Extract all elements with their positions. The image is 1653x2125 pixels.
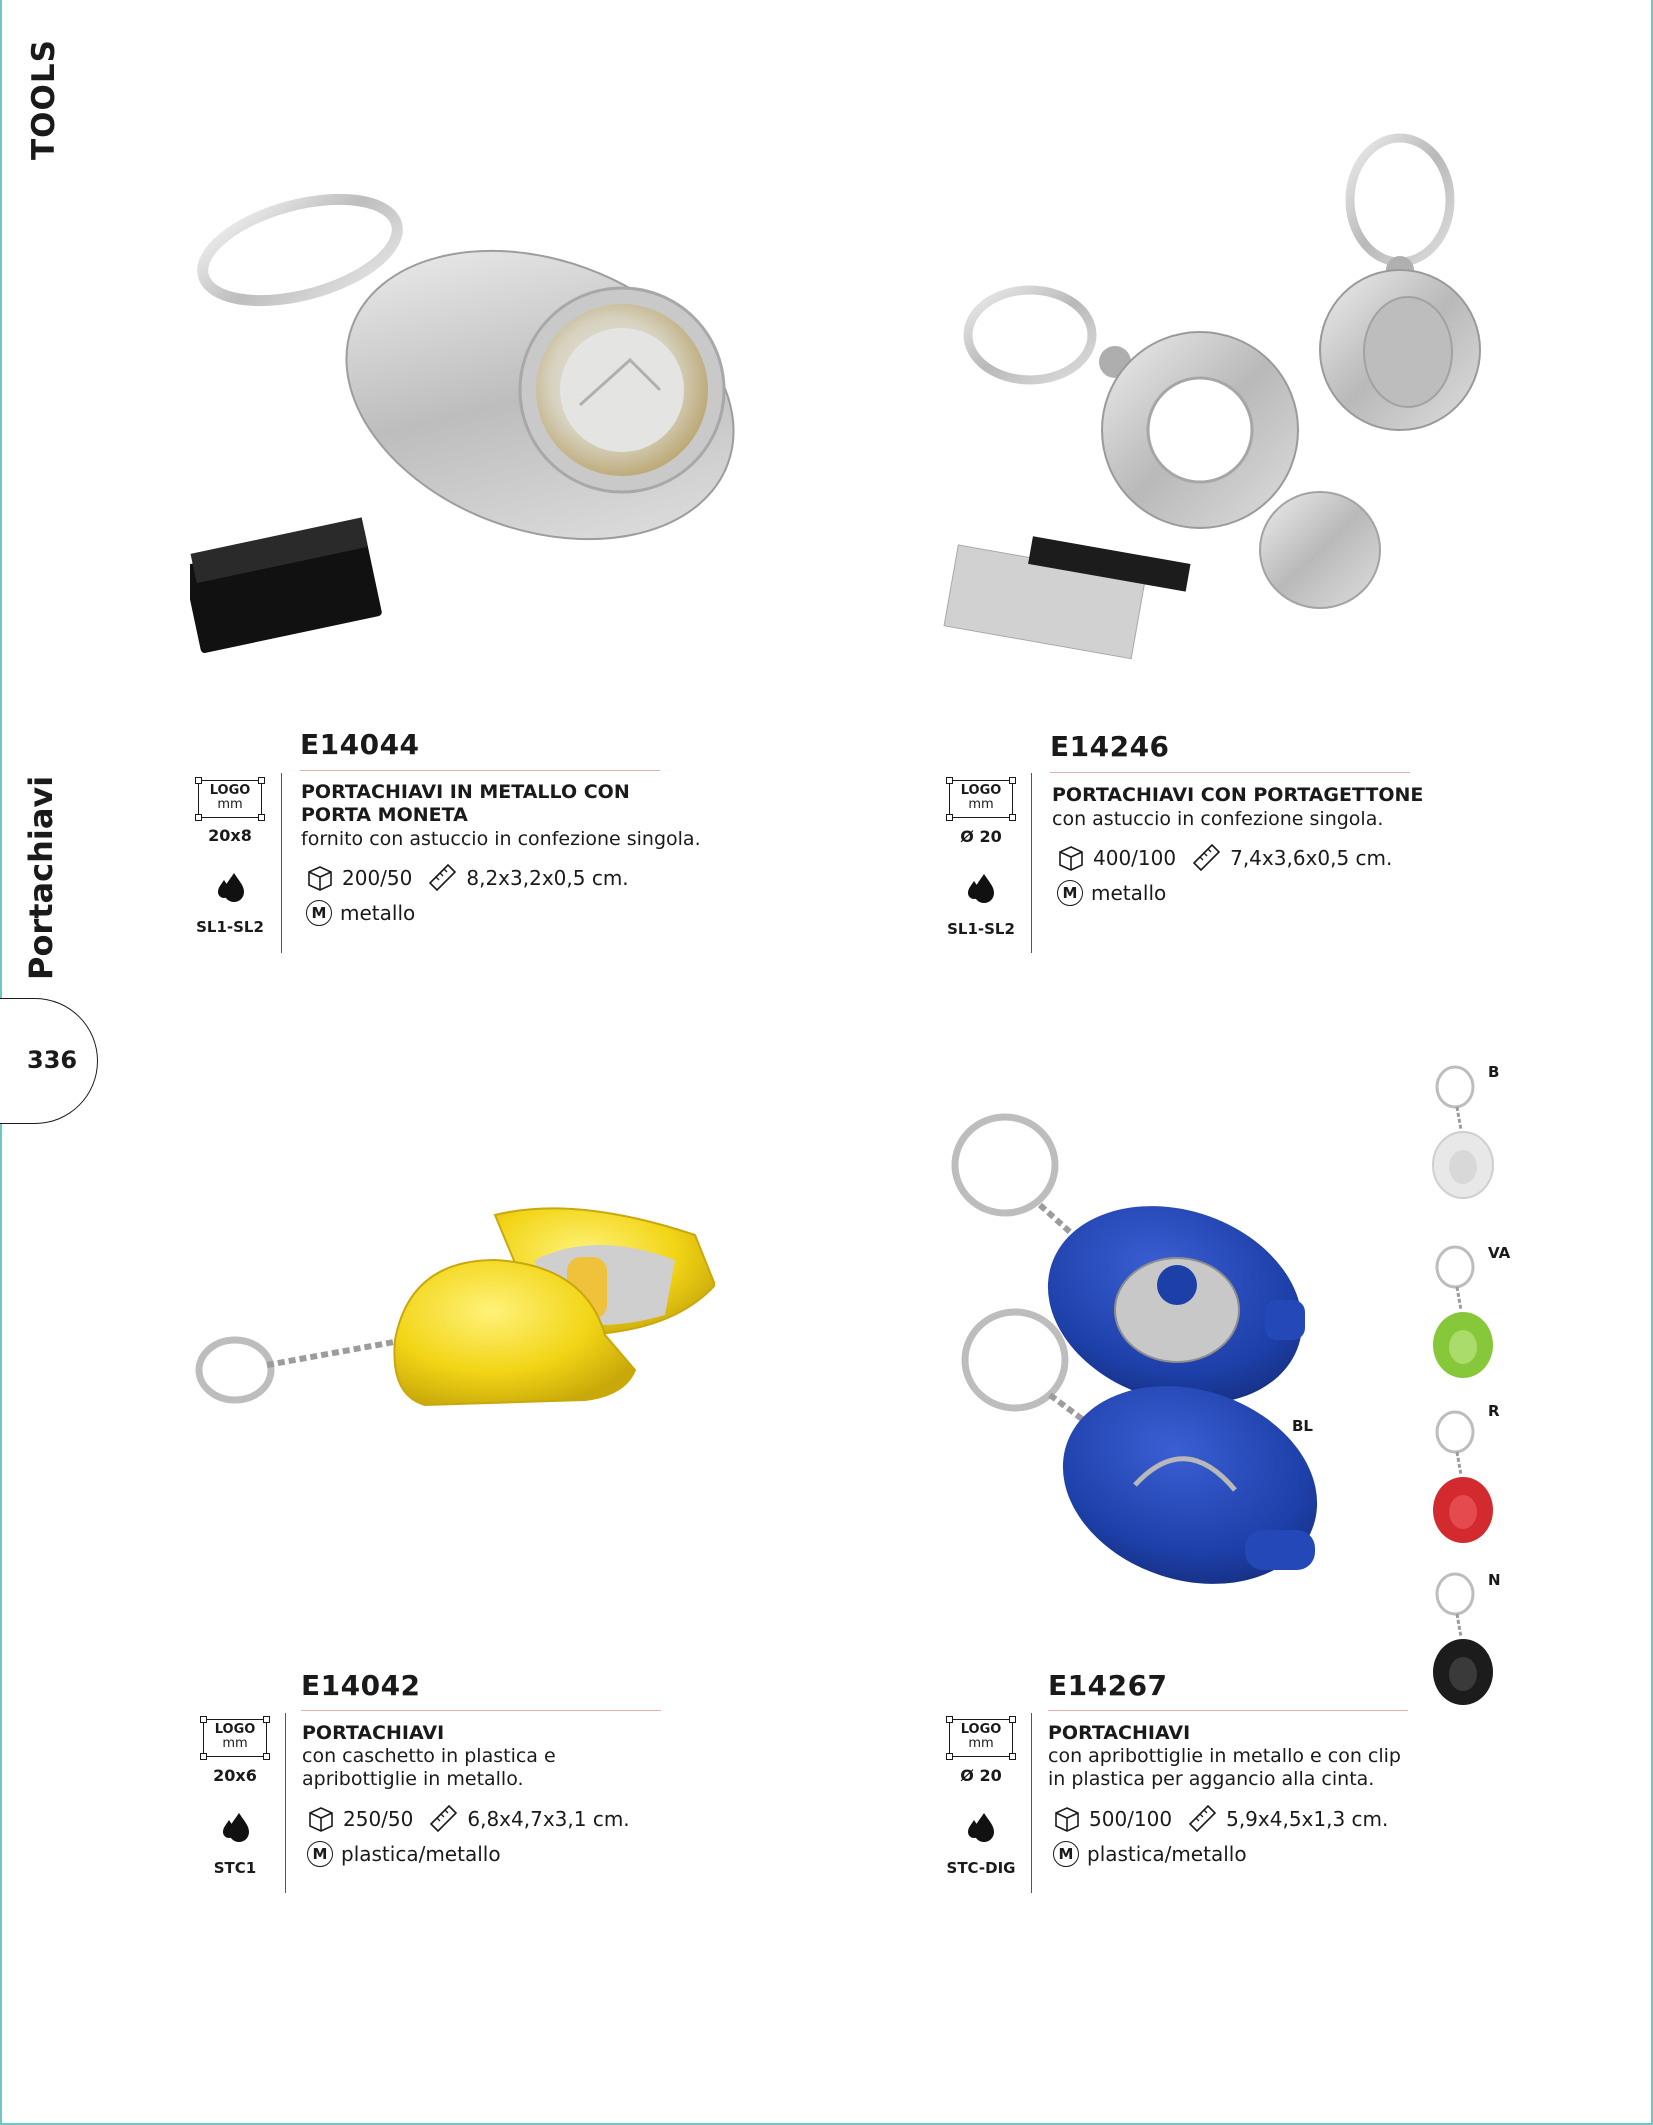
spec-material	[307, 1841, 501, 1867]
product-title: PORTACHIAVI IN METALLO CON PORTA MONETA	[301, 781, 630, 826]
logo-label: LOGO	[960, 1722, 1002, 1737]
product-description: con caschetto in plastica e apribottiglie in metallo.	[302, 1745, 556, 1790]
variant-label: B	[1488, 1063, 1500, 1081]
logo-unit: mm	[222, 1736, 248, 1751]
product-code: E14044	[300, 728, 420, 761]
dimensions: 6,8x4,7x3,1 cm.	[467, 1807, 630, 1831]
variant-keyring-icon	[1425, 1572, 1495, 1712]
logo-area-icon	[949, 780, 1013, 818]
column-separator	[285, 1713, 286, 1893]
product-photo-e14042	[195, 1205, 715, 1505]
variant-label: VA	[1488, 1244, 1511, 1262]
logo-label: LOGO	[214, 1722, 256, 1737]
spec-material	[306, 900, 415, 926]
title-rule	[300, 770, 660, 771]
product-title: PORTACHIAVI CON PORTAGETTONE	[1052, 784, 1424, 806]
product-photo-e14267	[945, 1110, 1325, 1590]
dimensions: 8,2x3,2x0,5 cm.	[466, 866, 629, 890]
product-description: con apribottiglie in metallo e con clip in plastica per aggancio alla cinta.	[1048, 1745, 1401, 1790]
ruler-icon	[429, 1805, 459, 1833]
product-description: con astuccio in confezione singola.	[1052, 808, 1384, 830]
material: metallo	[340, 901, 416, 925]
material: plastica/metallo	[341, 1842, 501, 1866]
title-rule	[1048, 1710, 1408, 1711]
spec-packaging-dimensions	[1057, 844, 1392, 872]
logo-size: 20x8	[208, 826, 252, 845]
variant-keyring-icon	[1425, 1245, 1495, 1385]
column-separator	[1031, 773, 1032, 953]
logo-unit: mm	[217, 797, 243, 812]
ruler-icon	[428, 864, 458, 892]
packaging: 500/100	[1089, 1807, 1173, 1831]
product-code: E14267	[1048, 1669, 1168, 1702]
box-icon	[1053, 1805, 1081, 1833]
main-photo-color-label: BL	[1292, 1417, 1313, 1435]
logo-unit: mm	[968, 1736, 994, 1751]
logo-label: LOGO	[960, 783, 1002, 798]
print-technique: STC-DIG	[946, 1859, 1016, 1877]
packaging: 400/100	[1093, 846, 1177, 870]
material: plastica/metallo	[1087, 1842, 1247, 1866]
spec-packaging-dimensions	[1053, 1805, 1388, 1833]
spec-material	[1053, 1841, 1247, 1867]
ruler-icon	[1188, 1805, 1218, 1833]
product-title: PORTACHIAVI	[1048, 1722, 1191, 1744]
logo-label: LOGO	[209, 783, 251, 798]
spec-packaging-dimensions	[307, 1805, 630, 1833]
ruler-icon	[1192, 844, 1222, 872]
logo-area-icon	[203, 1719, 267, 1757]
variant-keyring-icon	[1425, 1410, 1495, 1550]
material-icon: M	[1053, 1841, 1079, 1867]
title-rule	[1050, 772, 1410, 773]
spec-packaging-dimensions	[306, 864, 629, 892]
section-label: Portachiavi	[22, 775, 60, 980]
logo-unit: mm	[968, 797, 994, 812]
packaging: 200/50	[342, 866, 413, 890]
variant-keyring-icon	[1425, 1065, 1495, 1205]
print-technique-drops-icon	[964, 870, 998, 904]
material: metallo	[1091, 881, 1167, 905]
material-icon: M	[306, 900, 332, 926]
print-technique-drops-icon	[964, 1809, 998, 1843]
logo-size: Ø 20	[960, 1766, 1002, 1785]
product-code: E14042	[301, 1669, 421, 1702]
product-code: E14246	[1050, 730, 1170, 763]
print-technique: STC1	[213, 1859, 257, 1877]
category-label: TOOLS	[26, 39, 62, 160]
material-icon: M	[307, 1841, 333, 1867]
dimensions: 5,9x4,5x1,3 cm.	[1226, 1807, 1389, 1831]
print-technique-drops-icon	[214, 869, 248, 903]
product-photo-e14044	[190, 190, 750, 680]
dimensions: 7,4x3,6x0,5 cm.	[1230, 846, 1393, 870]
logo-area-icon	[949, 1719, 1013, 1757]
product-description: fornito con astuccio in confezione singola.	[301, 828, 701, 850]
logo-size: Ø 20	[960, 827, 1002, 846]
logo-area-icon	[198, 780, 262, 818]
page-number: 336	[27, 1046, 78, 1074]
title-rule	[301, 1710, 661, 1711]
box-icon	[307, 1805, 335, 1833]
variant-label: R	[1488, 1402, 1500, 1420]
product-title: PORTACHIAVI	[302, 1722, 445, 1744]
spec-material	[1057, 880, 1166, 906]
logo-size: 20x6	[213, 1766, 257, 1785]
product-photo-e14246	[930, 130, 1530, 670]
print-technique: SL1-SL2	[196, 918, 264, 936]
column-separator	[1031, 1713, 1032, 1893]
print-technique-drops-icon	[219, 1809, 253, 1843]
print-technique: SL1-SL2	[947, 920, 1015, 938]
packaging: 250/50	[343, 1807, 414, 1831]
column-separator	[281, 773, 282, 953]
box-icon	[1057, 844, 1085, 872]
variant-label: N	[1488, 1571, 1501, 1589]
material-icon: M	[1057, 880, 1083, 906]
box-icon	[306, 864, 334, 892]
